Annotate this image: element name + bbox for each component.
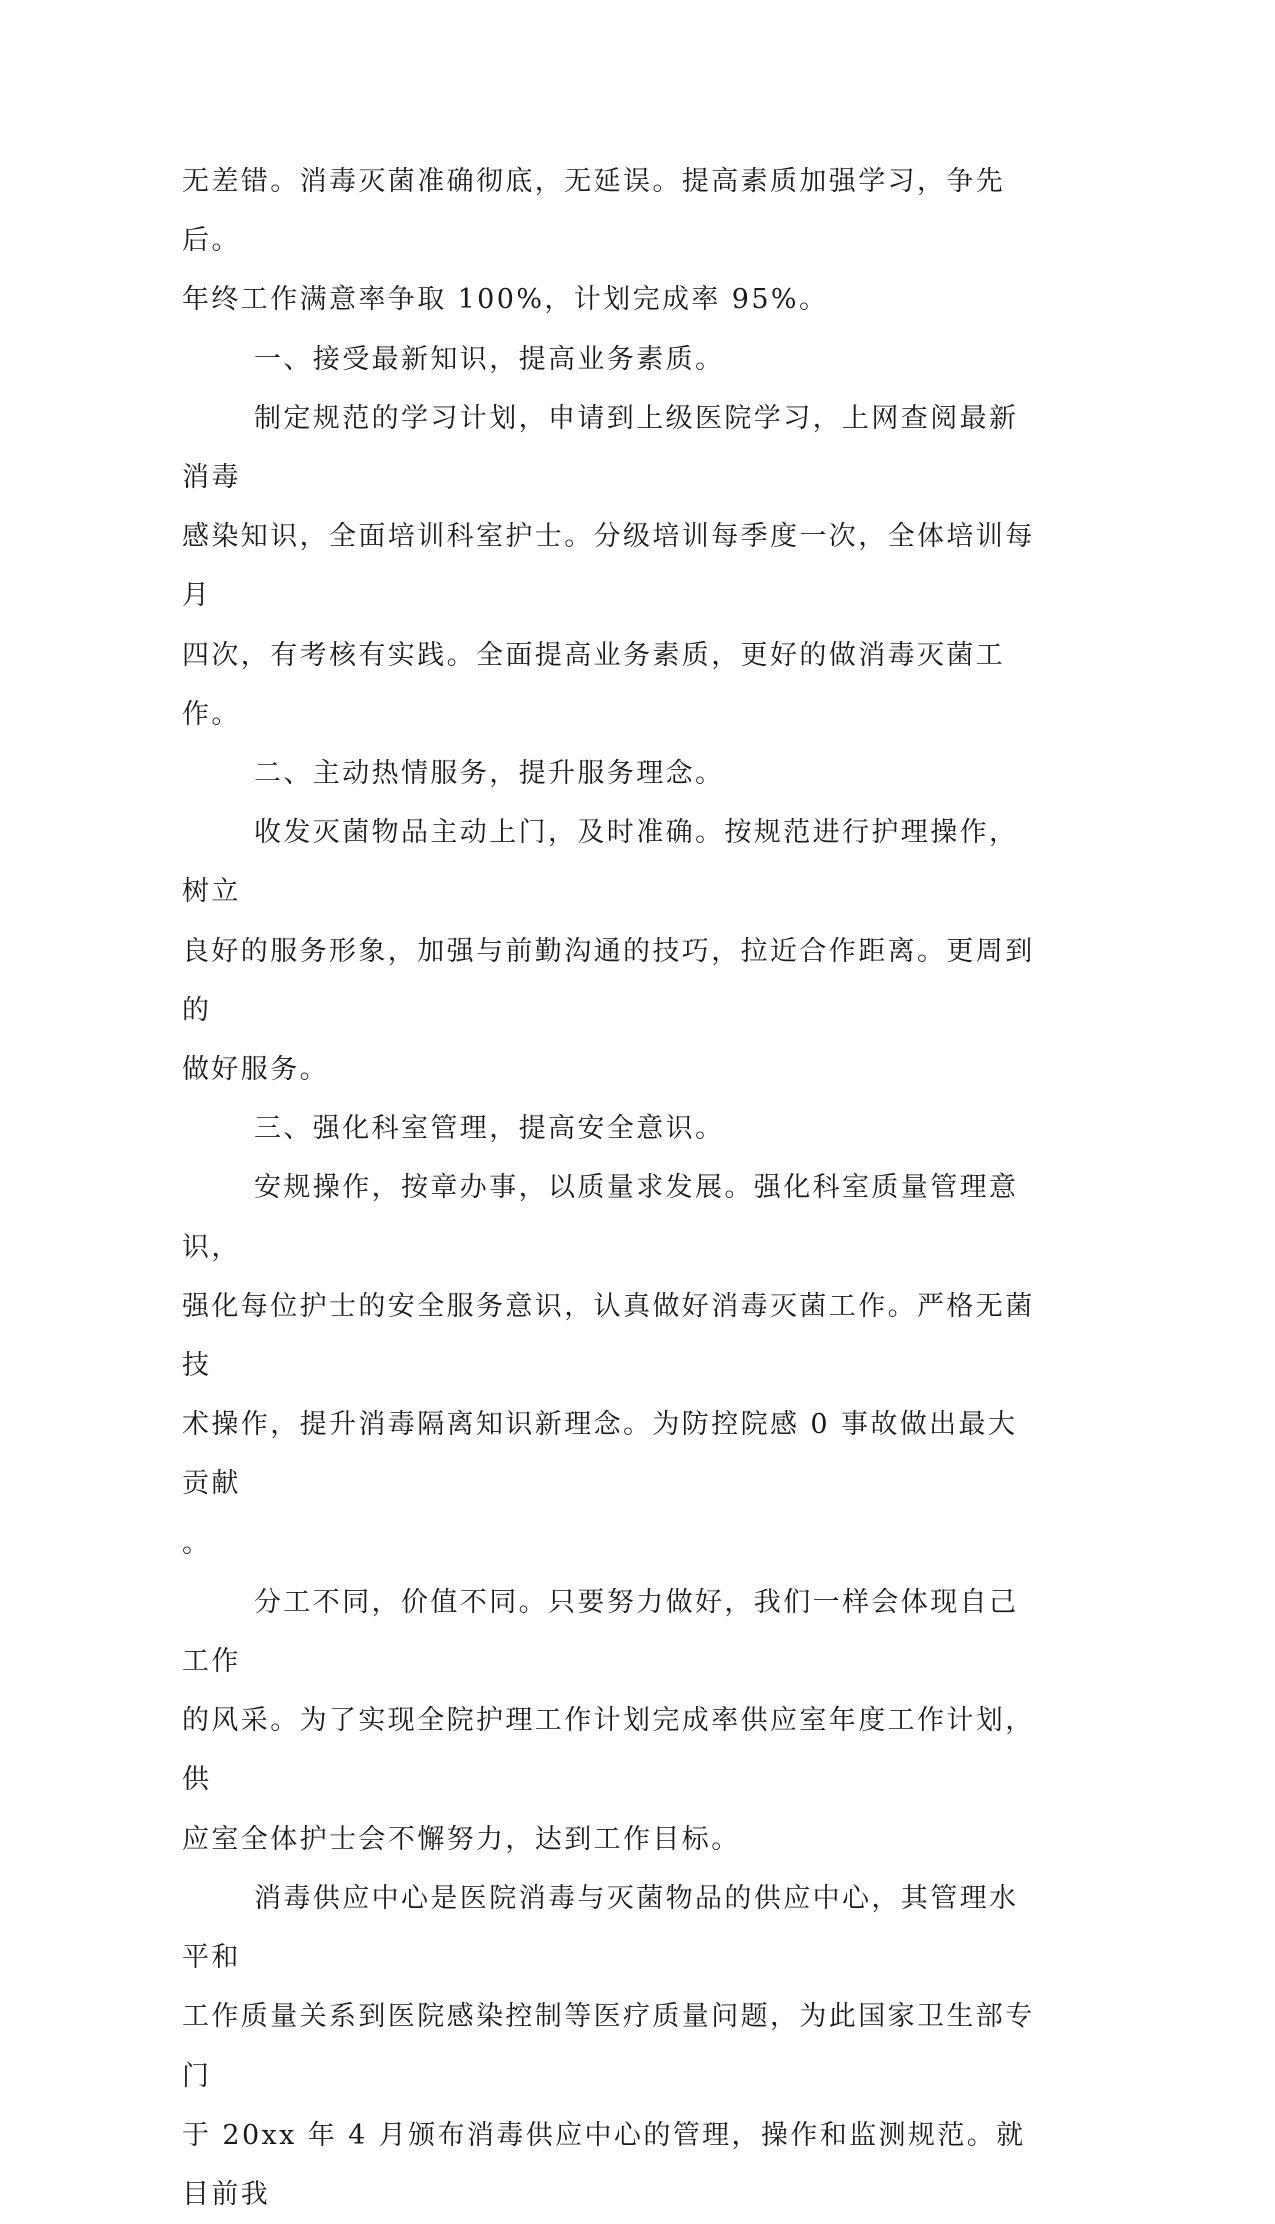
text-line: 于 20xx 年 4 月颁布消毒供应中心的管理，操作和监测规范。就目前我 <box>182 2119 1026 2210</box>
paragraph-learning <box>182 389 1042 744</box>
paragraph-value <box>182 1573 1042 1869</box>
paragraph-supply-center <box>182 1869 1042 2224</box>
text-line: 工作质量关系到医院感染控制等医疗质量问题，为此国家卫生部专门 <box>182 2001 1035 2092</box>
text-line: 安规操作，按章办事，以质量求发展。强化科室质量管理意识， <box>182 1172 1019 1263</box>
text-line: 做好服务。 <box>182 1054 329 1086</box>
text-line: 无差错。消毒灭菌准确彻底，无延误。提高素质加强学习，争先后。 <box>182 166 1006 257</box>
text-line: 分工不同，价值不同。只要努力做好，我们一样会体现自己工作 <box>182 1586 1019 1678</box>
text-line: 良好的服务形象，加强与前勤沟通的技巧，拉近合作距离。更周到的 <box>182 935 1035 1026</box>
text-line: 收发灭菌物品主动上门，及时准确。按规范进行护理操作，树立 <box>182 817 1019 908</box>
text-line: 的风采。为了实现全院护理工作计划完成率供应室年度工作计划，供 <box>182 1705 1035 1796</box>
paragraph-service <box>182 803 1042 1099</box>
text-line: 一、接受最新知识，提高业务素质。 <box>254 343 725 375</box>
text-line: 二、主动热情服务，提升服务理念。 <box>254 758 725 790</box>
paragraph-safety <box>182 1158 1042 1572</box>
text-line: 。 <box>182 1527 212 1559</box>
document-body <box>182 152 1042 2224</box>
section-heading-2 <box>182 744 1042 803</box>
text-line: 强化每位护士的安全服务意识，认真做好消毒灭菌工作。严格无菌技 <box>182 1290 1035 1382</box>
text-line: 四次，有考核有实践。全面提高业务素质，更好的做消毒灭菌工作。 <box>182 639 1006 730</box>
text-line: 制定规范的学习计划，申请到上级医院学习，上网查阅最新消毒 <box>182 402 1019 494</box>
paragraph-quality-goals <box>182 152 1042 330</box>
section-heading-1 <box>182 330 1042 389</box>
section-heading-3 <box>182 1099 1042 1158</box>
text-line: 术操作，提升消毒隔离知识新理念。为防控院感 0 事故做出最大贡献 <box>182 1409 1018 1500</box>
text-line: 感染知识，全面培训科室护士。分级培训每季度一次，全体培训每月 <box>182 521 1035 612</box>
text-line: 三、强化科室管理，提高安全意识。 <box>254 1113 725 1145</box>
text-line: 应室全体护士会不懈努力，达到工作目标。 <box>182 1823 741 1855</box>
text-line: 消毒供应中心是医院消毒与灭菌物品的供应中心，其管理水平和 <box>182 1882 1019 1974</box>
text-line: 年终工作满意率争取 100%，计划完成率 95%。 <box>182 284 829 316</box>
